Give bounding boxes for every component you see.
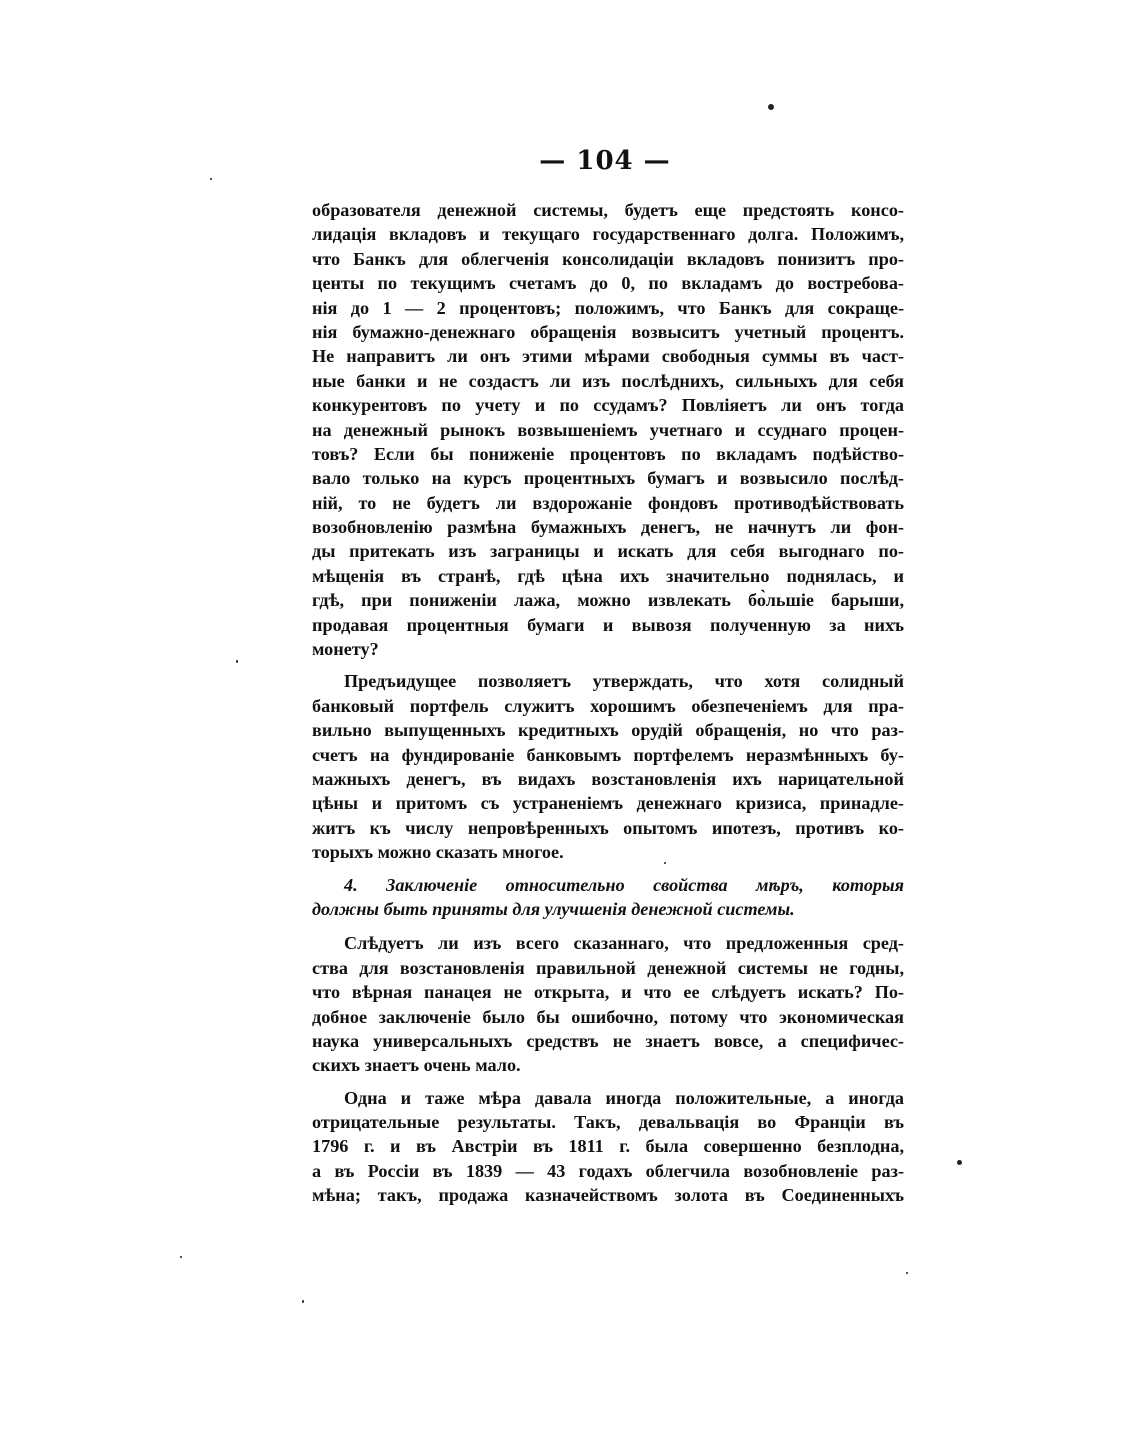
text-line: Слѣдуетъ ли изъ всего сказаннаго, что предложенныя сред- <box>344 933 904 954</box>
text-line: ные банки и не создастъ ли изъ послѣднихъ, сильныхъ для себя <box>312 370 904 391</box>
paragraph-4 <box>312 1086 904 1208</box>
text-line: ства для возстановленія правильной денежной системы не годны, <box>312 957 904 978</box>
text-line: конкурентовъ по учету и по ссудамъ? Повліяетъ ли онъ тогда <box>312 395 904 416</box>
text-line: возобновленію размѣна бумажныхъ денегъ, не начнутъ ли фон- <box>312 517 904 538</box>
section-heading-line: должны быть приняты для улучшенія денежной системы. <box>312 898 795 919</box>
text-line: лидація вкладовъ и текущаго государственнаго долга. Положимъ, <box>312 224 904 245</box>
text-line: торыхъ можно сказать многое. <box>312 842 564 863</box>
text-line: банковый портфель служитъ хорошимъ обезпеченіемъ для пра- <box>312 695 904 716</box>
text-line: цѣны и притомъ съ устраненіемъ денежнаго кризиса, принадле- <box>312 793 904 814</box>
scan-speck <box>957 1160 962 1165</box>
paragraph-3 <box>312 931 904 1077</box>
text-line: вало только на курсъ процентныхъ бумагъ и возвысило послѣд- <box>312 468 904 489</box>
text-line: Одна и таже мѣра давала иногда положительные, а иногда <box>344 1087 904 1108</box>
scan-speck <box>236 660 238 663</box>
text-line: что вѣрная панацея не открыта, и что ее слѣдуетъ искать? По- <box>312 982 904 1003</box>
text-line: товъ? Если бы пониженіе процентовъ по вкладамъ подѣйство- <box>312 443 904 464</box>
page-body-text <box>312 198 904 1208</box>
scan-speck <box>302 1300 304 1303</box>
text-line: отрицательные результаты. Такъ, девальвація во Франціи въ <box>312 1112 904 1133</box>
text-line: мѣщенія въ странѣ, гдѣ цѣна ихъ значительно поднялась, и <box>312 565 904 586</box>
scan-speck <box>768 104 774 110</box>
text-line: добное заключеніе было бы ошибочно, потому что экономическая <box>312 1006 904 1027</box>
text-line: центы по текущимъ счетамъ до 0, по вкладамъ до востребова- <box>312 273 904 294</box>
text-line: 1796 г. и въ Австріи въ 1811 г. была совершенно безплодна, <box>312 1136 904 1157</box>
scan-speck <box>906 1272 908 1274</box>
text-line: нія бумажно-денежнаго обращенія возвыситъ учетный процентъ. <box>312 321 904 342</box>
text-line: мѣна; такъ, продажа казначействомъ золота въ Соединенныхъ <box>312 1185 904 1206</box>
page-number: — 104 — <box>539 146 671 176</box>
paragraph-1 <box>312 198 904 661</box>
text-line: ды притекать изъ заграницы и искать для себя выгоднаго по- <box>312 541 904 562</box>
text-line: Не направитъ ли онъ этими мѣрами свободныя суммы въ част- <box>312 346 904 367</box>
text-line: ній, то не будетъ ли вздорожаніе фондовъ противодѣйствовать <box>312 492 904 513</box>
paragraph-2 <box>312 669 904 864</box>
text-line: на денежный рынокъ возвышеніемъ учетнаго и ссуднаго процен- <box>312 419 904 440</box>
scan-speck <box>664 862 666 864</box>
text-line: Предъидущее позволяетъ утверждать, что хотя солидный <box>344 671 904 692</box>
text-line: житъ къ числу непровѣренныхъ опытомъ ипотезъ, противъ ко- <box>312 817 904 838</box>
text-line: продавая процентныя бумаги и вывозя полученную за нихъ <box>312 614 904 635</box>
text-line: скихъ знаетъ очень мало. <box>312 1055 521 1076</box>
scan-speck <box>180 1256 182 1258</box>
text-line: мажныхъ денегъ, въ видахъ возстановленія ихъ нарицательной <box>312 768 904 789</box>
text-line: монету? <box>312 639 379 660</box>
scan-speck <box>210 178 212 180</box>
text-line: гдѣ, при пониженіи лажа, можно извлекать бо̀льшіе барыши, <box>312 590 904 611</box>
text-line: наука универсальныхъ средствъ не знаетъ вовсе, а специфичес- <box>312 1030 904 1051</box>
section-heading <box>312 873 904 922</box>
text-line: образователя денежной системы, будетъ еще предстоять консо- <box>312 200 904 220</box>
text-line: вильно выпущенныхъ кредитныхъ орудій обращенія, но что раз- <box>312 720 904 741</box>
text-line: что Банкъ для облегченія консолидаціи вкладовъ понизитъ про- <box>312 248 904 269</box>
text-line: счетъ на фундированіе банковымъ портфелемъ неразмѣнныхъ бу- <box>312 744 904 765</box>
text-line: а въ Россіи въ 1839 — 43 годахъ облегчила возобновленіе раз- <box>312 1160 904 1181</box>
text-line: нія до 1 — 2 процентовъ; положимъ, что Банкъ для сокраще- <box>312 297 904 318</box>
section-heading-line: 4. Заключеніе относительно свойства мѣръ, которыя <box>344 874 904 895</box>
